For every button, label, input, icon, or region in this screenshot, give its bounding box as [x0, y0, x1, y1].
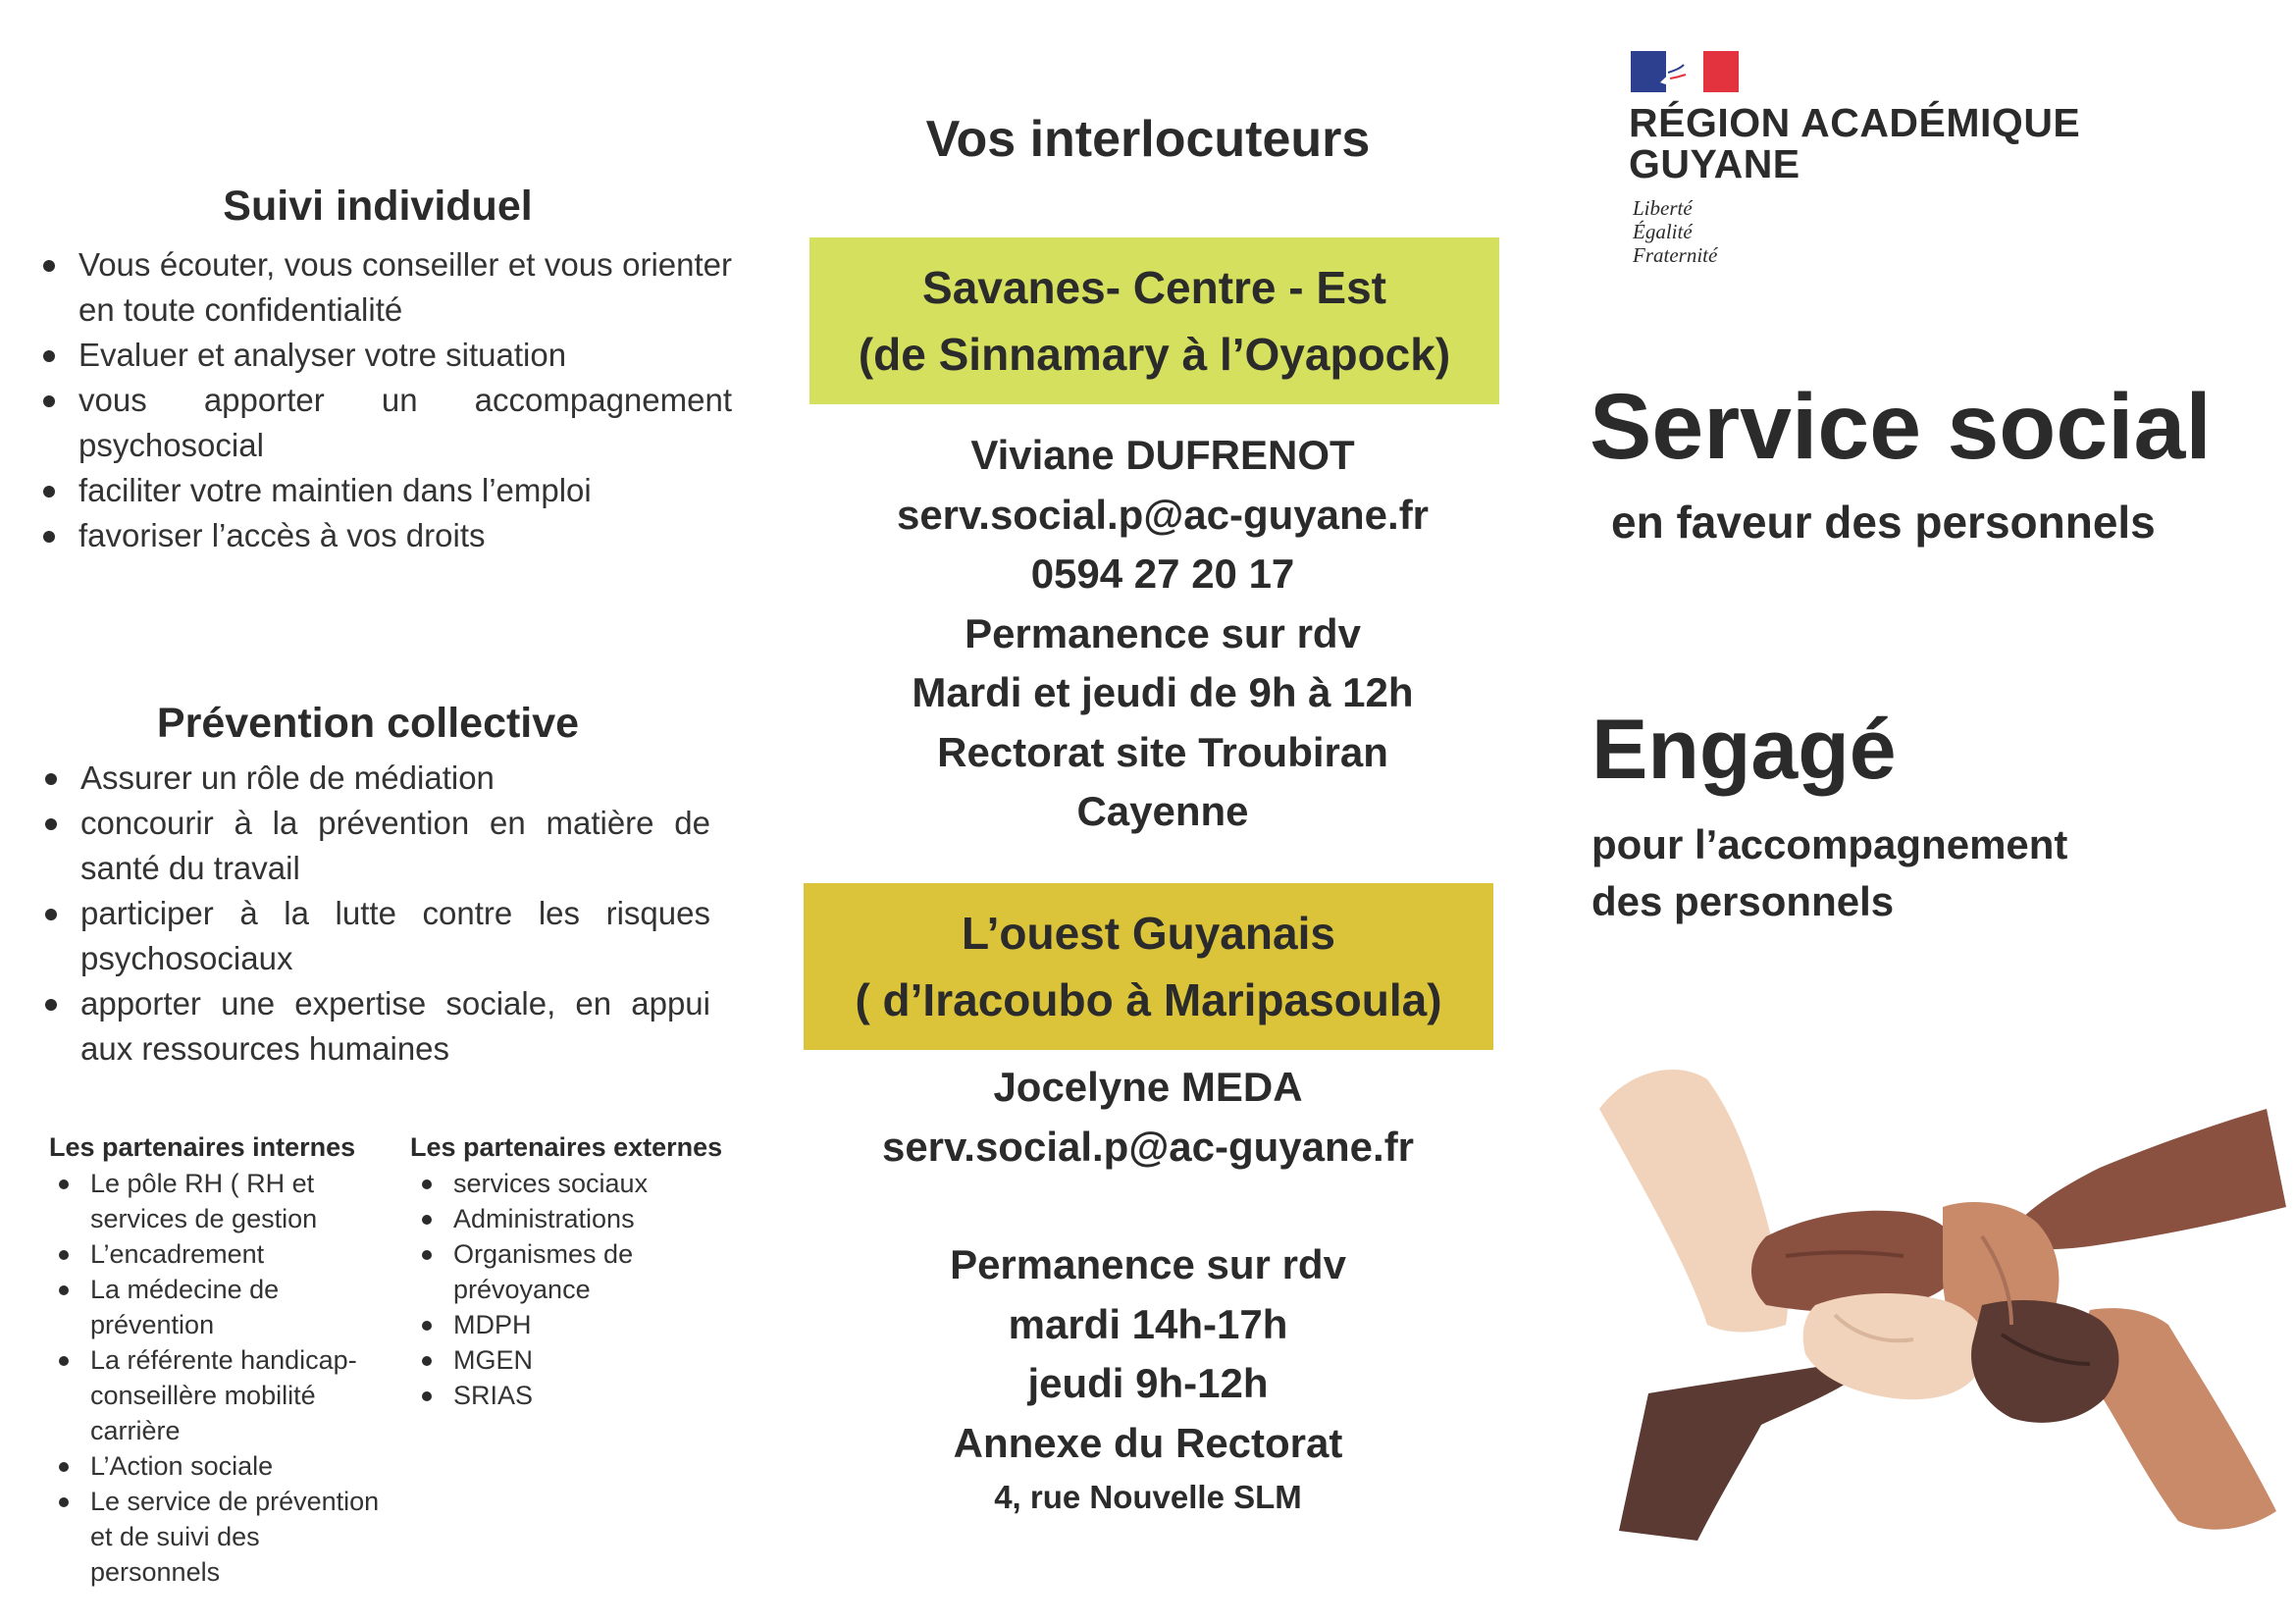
contact1-name: Viviane DUFRENOT	[970, 432, 1355, 478]
contact1-city: Cayenne	[1076, 788, 1249, 834]
contact1-phone: 0594 27 20 17	[1030, 550, 1295, 597]
logo-motto3: Fraternité	[1633, 243, 1718, 267]
zone1-line1: Savanes- Centre - Est	[922, 262, 1386, 313]
contact2-email: serv.social.p@ac-guyane.fr	[881, 1123, 1415, 1170]
zone2-line2: ( d’Iracoubo à Maripasoula)	[855, 974, 1442, 1025]
list-item: L’encadrement	[51, 1236, 385, 1272]
logo-motto1: Liberté	[1633, 196, 1693, 220]
contact2-site: Annexe du Rectorat	[953, 1419, 1343, 1466]
zone2-line1: L’ouest Guyanais	[962, 908, 1335, 959]
partenaires-internes-list	[51, 1166, 385, 1590]
contact2-perm: Permanence sur rdv	[950, 1241, 1346, 1287]
prevention-list	[41, 756, 710, 1072]
contact1-site: Rectorat site Troubiran	[937, 728, 1388, 775]
marianne-flag-icon	[1631, 51, 1739, 92]
contact2-address: 4, rue Nouvelle SLM	[994, 1479, 1302, 1515]
contact2-day1: mardi 14h-17h	[1008, 1300, 1288, 1347]
engage-subtitle-2: des personnels	[1591, 878, 1895, 924]
partenaires-externes-title: Les partenaires externes	[410, 1132, 723, 1162]
contact2-name: Jocelyne MEDA	[993, 1064, 1303, 1110]
contact1-perm: Permanence sur rdv	[965, 609, 1361, 656]
suivi-list	[39, 242, 732, 558]
list-item: apporter une expertise sociale, en appui aux ressources humaines	[41, 981, 710, 1072]
list-item: services sociaux	[414, 1166, 669, 1201]
list-item: Evaluer et analyser votre situation	[39, 333, 732, 378]
contact2	[805, 1058, 1491, 1522]
engage-subtitle-1: pour l’accompagnement	[1591, 821, 2068, 867]
prevention-title: Prévention collective	[156, 700, 580, 747]
service-social-subtitle: en faveur des personnels	[1611, 497, 2156, 548]
logo-line2: GUYANE	[1629, 141, 1800, 186]
contact2-day2: jeudi 9h-12h	[1027, 1360, 1269, 1406]
list-item: La médecine de prévention	[51, 1272, 385, 1342]
list-item: Organismes de prévoyance	[414, 1236, 669, 1307]
list-item: La référente handicap-conseillère mobilité carrière	[51, 1342, 385, 1448]
logo	[1629, 49, 2139, 285]
logo-line1: RÉGION ACADÉMIQUE	[1629, 100, 2081, 145]
zone2-box	[804, 883, 1493, 1050]
list-item: MGEN	[414, 1342, 669, 1378]
list-item: vous apporter un accompagnement psychosocial	[39, 378, 732, 468]
contact1-email: serv.social.p@ac-guyane.fr	[896, 491, 1430, 538]
list-item: Le service de prévention et de suivi des personnels	[51, 1484, 385, 1590]
joined-hands-icon	[1590, 1040, 2295, 1550]
list-item: Le pôle RH ( RH et services de gestion	[51, 1166, 385, 1236]
zone1-line2: (de Sinnamary à l’Oyapock)	[858, 329, 1451, 380]
list-item: MDPH	[414, 1307, 669, 1342]
list-item: Administrations	[414, 1201, 669, 1236]
list-item: SRIAS	[414, 1378, 669, 1413]
partenaires-externes-list	[414, 1166, 669, 1413]
suivi-title: Suivi individuel	[223, 183, 533, 230]
partenaires-internes-title: Les partenaires internes	[49, 1132, 356, 1162]
contact1-days: Mardi et jeudi de 9h à 12h	[912, 669, 1414, 715]
list-item: participer à la lutte contre les risques psychosociaux	[41, 891, 710, 981]
list-item: concourir à la prévention en matière de santé du travail	[41, 801, 710, 891]
zone1-box	[809, 237, 1499, 404]
service-social-title: Service social	[1590, 375, 2212, 479]
list-item: L’Action sociale	[51, 1448, 385, 1484]
list-item: Vous écouter, vous conseiller et vous orienter en toute confidentialité	[39, 242, 732, 333]
list-item: faciliter votre maintien dans l’emploi	[39, 468, 732, 513]
list-item: Assurer un rôle de médiation	[41, 756, 710, 801]
logo-motto2: Égalité	[1633, 220, 1693, 243]
contact1	[819, 426, 1506, 842]
engage-title: Engagé	[1591, 703, 1897, 797]
interlocuteurs-title: Vos interlocuteurs	[925, 111, 1371, 168]
list-item: favoriser l’accès à vos droits	[39, 513, 732, 558]
